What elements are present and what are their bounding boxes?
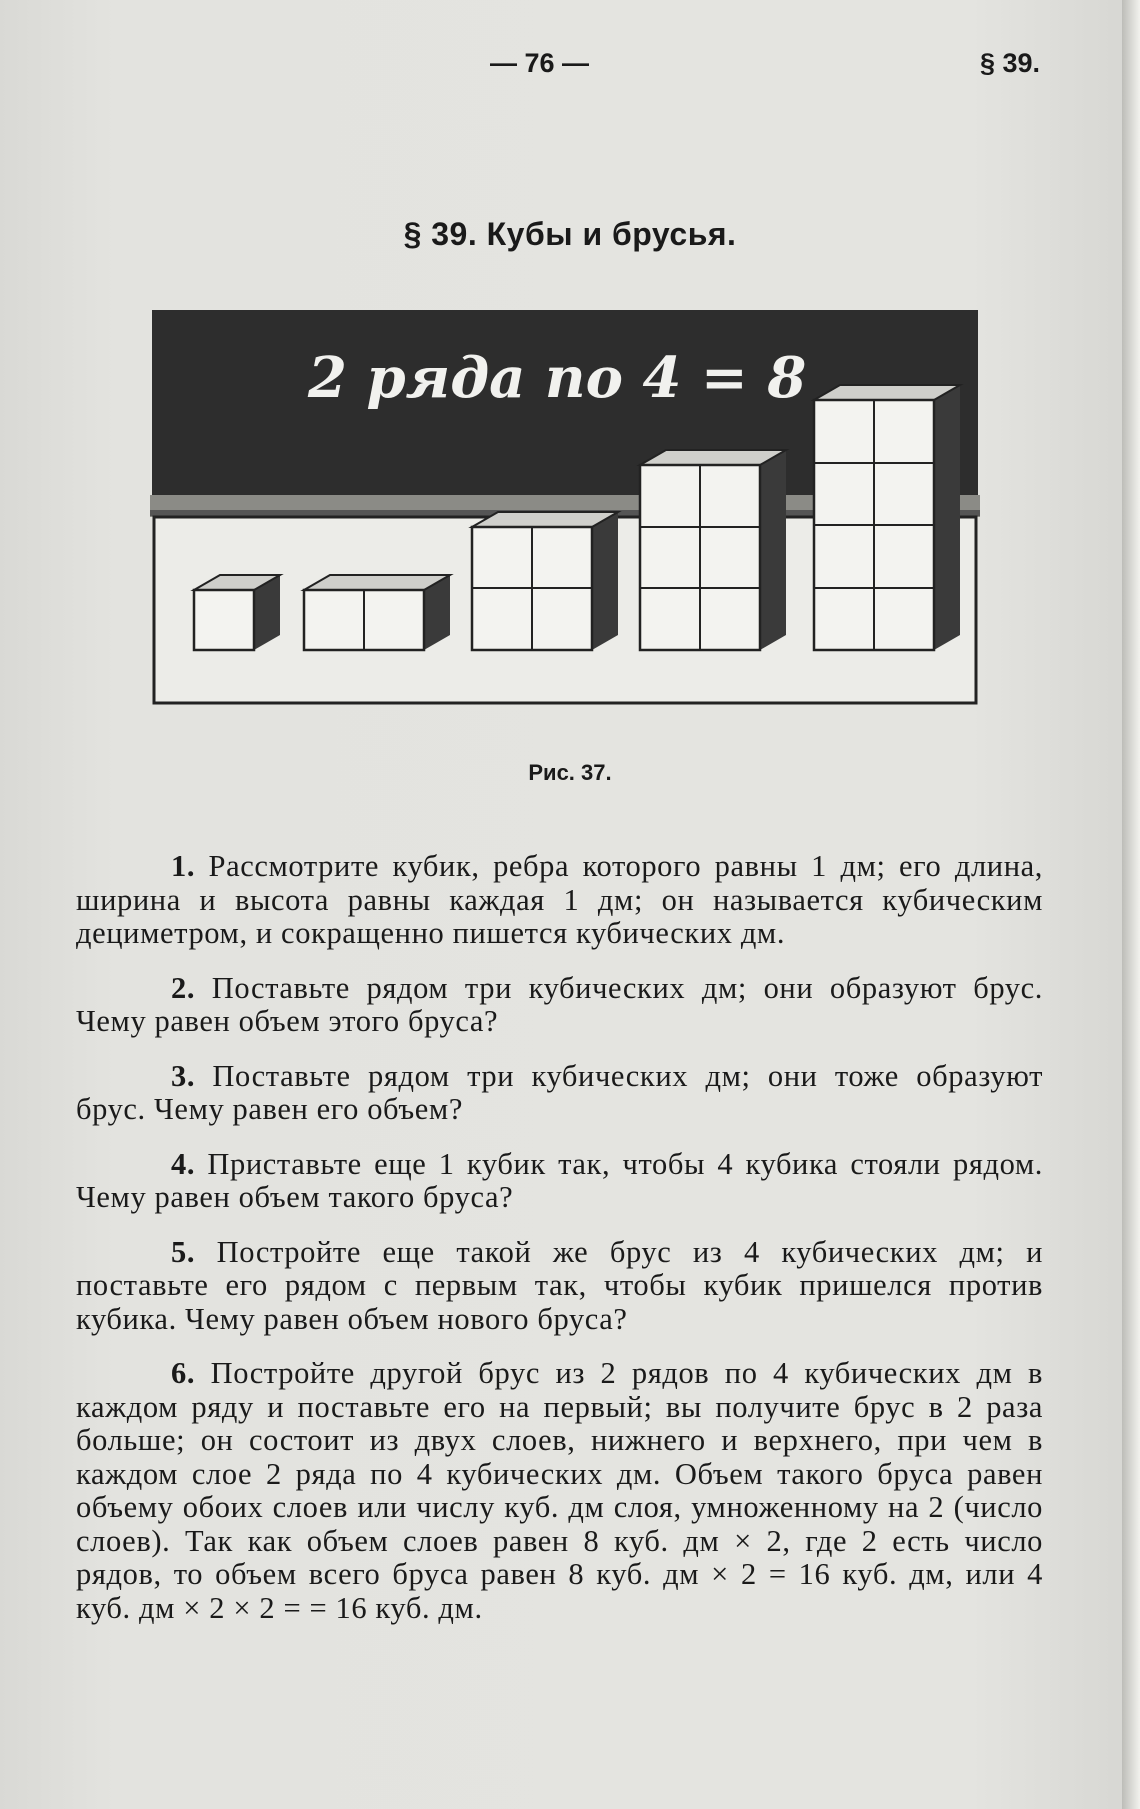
section-title: § 39. Кубы и брусья. — [403, 216, 737, 252]
exercise-paragraph — [76, 972, 1043, 1039]
exercise-number: 3. — [171, 1058, 196, 1093]
page-edge — [1122, 0, 1140, 1809]
figure-caption: Рис. 37. — [528, 760, 612, 785]
exercise-text — [76, 850, 1043, 1646]
exercise-body: Приставьте еще 1 кубик так, чтобы 4 кубика стояли рядом. Чему равен объем такого бруса? — [76, 1146, 1043, 1214]
section-reference: § 39. — [979, 48, 1040, 78]
chalkboard-text: 2 ряда по 4 = 8 — [308, 345, 807, 411]
exercise-body: Поставьте рядом три кубических дм; они тоже образуют брус. Чему равен его объем? — [76, 1058, 1043, 1126]
exercise-body: Поставьте рядом три кубических дм; они образуют брус. Чему равен объем этого бруса? — [76, 970, 1043, 1038]
exercise-body: Постройте другой брус из 2 рядов по 4 кубических дм в каждом ряду и поставьте его на первый; вы получите брус в 2 раза больше; он состоит из двух слоев, нижнего и верхнего, при чем в каждом слое 2 ряда по 4 кубических дм. Объем такого бруса равен объему обоих слоев или числу куб. дм слоя, умноженному на 2 (число слоев). Так как объем слоев равен 8 куб. дм × 2, где 2 есть число рядов, то объем всего бруса равен 8 куб. дм × 2 = 16 куб. дм, или 4 куб. дм × 2 × 2 = = 16 куб. дм. — [76, 1356, 1043, 1625]
exercise-paragraph — [76, 1060, 1043, 1127]
exercise-paragraph — [76, 1357, 1043, 1625]
exercise-paragraph — [76, 850, 1043, 951]
page-number: — 76 — — [490, 48, 590, 78]
exercise-number: 2. — [171, 970, 196, 1005]
exercise-number: 6. — [171, 1356, 196, 1390]
four-cube-block — [472, 512, 618, 650]
exercise-body: Постройте еще такой же брус из 4 кубических дм; и поставьте его рядом с первым так, чтобы кубик пришелся против кубика. Чему равен объем нового бруса? — [76, 1234, 1043, 1336]
exercise-number: 1. — [171, 849, 196, 883]
exercise-number: 5. — [171, 1234, 196, 1269]
running-header — [0, 48, 1140, 88]
eight-cube-block — [814, 385, 960, 650]
figure-cubes-illustration — [150, 305, 980, 705]
cubes-illustration — [150, 305, 980, 705]
exercise-paragraph — [76, 1148, 1043, 1215]
exercise-paragraph — [76, 1236, 1043, 1337]
six-cube-block — [640, 450, 786, 650]
exercise-body: Рассмотрите кубик, ребра которого равны 1 дм; его длина, ширина и высота равны каждая 1 дм; он называется кубическим дециметром, и сокращенно пишется кубических дм. — [76, 849, 1043, 950]
exercise-number: 4. — [171, 1146, 196, 1181]
two-cube-bar — [304, 575, 450, 650]
single-cube — [194, 575, 280, 650]
